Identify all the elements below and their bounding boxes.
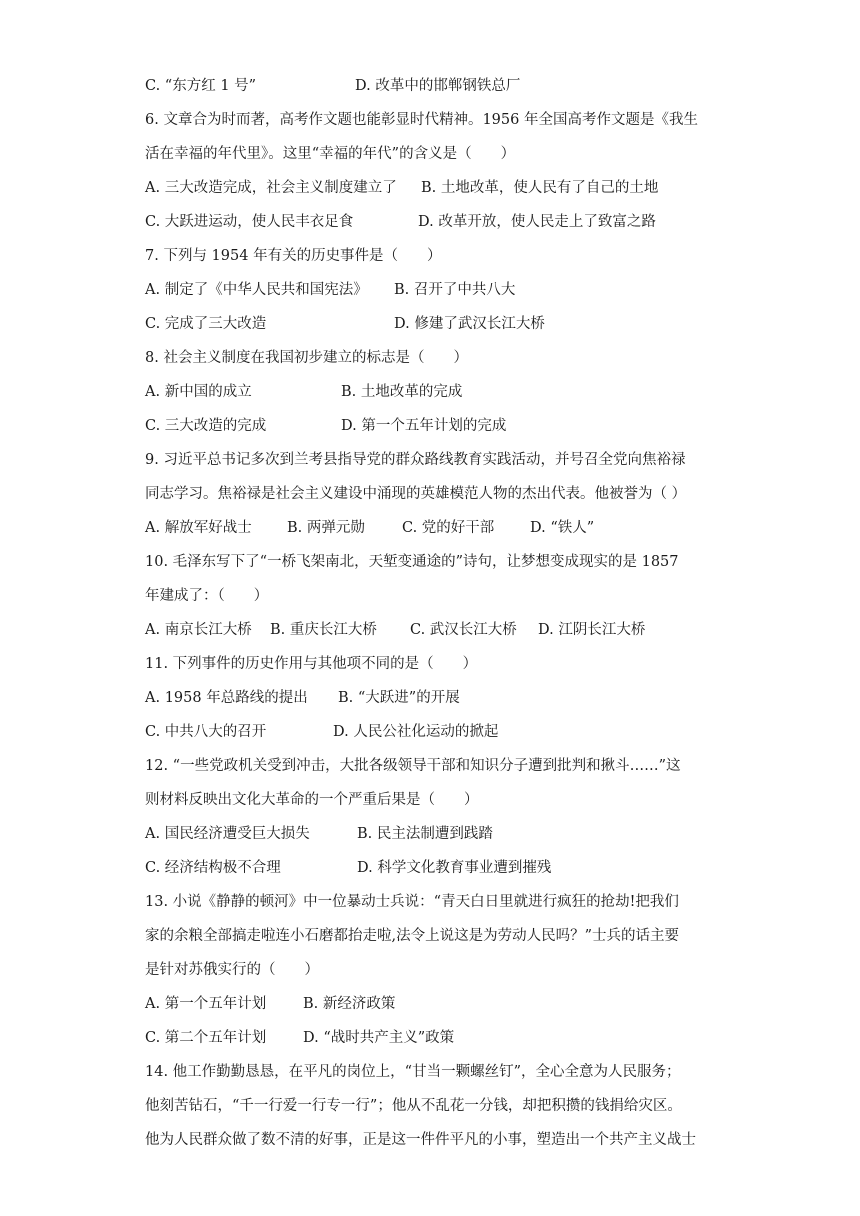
question-text-line: 8. 社会主义制度在我国初步建立的标志是（ ） [145, 350, 468, 366]
answer-option: C. 党的好干部 [402, 520, 495, 536]
question-text-line: 6. 文章合为时而著，高考作文题也能彰显时代精神。1956 年全国高考作文题是《我生 [145, 112, 698, 128]
question-text-line: 9. 习近平总书记多次到兰考县指导党的群众路线教育实践活动，并号召全党向焦裕禄 [145, 452, 686, 468]
answer-option: C. “东方红 1 号” [145, 78, 257, 94]
question-text-line: 7. 下列与 1954 年有关的历史事件是（ ） [145, 248, 442, 264]
answer-option: A. 1958 年总路线的提出 [145, 690, 308, 706]
answer-option: D. 人民公社化运动的掀起 [333, 724, 499, 740]
answer-option: B. 民主法制遭到践踏 [357, 826, 493, 842]
answer-option: A. 新中国的成立 [145, 384, 252, 400]
answer-option: B. 土地改革，使人民有了自己的土地 [421, 180, 659, 196]
question-text-line: 他为人民群众做了数不清的好事，正是这一件件平凡的小事，塑造出一个共产主义战士 [145, 1132, 696, 1148]
answer-option: D. 江阴长江大桥 [538, 622, 646, 638]
answer-option: B. 两弹元勋 [287, 520, 365, 536]
question-text-line: 10. 毛泽东写下了“一桥飞架南北，天堑变通途的”诗句，让梦想变成现实的是 1857 [145, 554, 679, 570]
answer-option: D. “战时共产主义”政策 [303, 1030, 455, 1046]
question-text-line: 则材料反映出文化大革命的一个严重后果是（ ） [145, 792, 479, 808]
question-text-line: 活在幸福的年代里》。这里“幸福的年代”的含义是（ ） [145, 146, 516, 162]
answer-option: A. 制定了《中华人民共和国宪法》 [145, 282, 368, 298]
answer-option: C. 经济结构极不合理 [145, 860, 281, 876]
answer-option: D. 修建了武汉长江大桥 [394, 316, 545, 332]
answer-option: A. 国民经济遭受巨大损失 [145, 826, 310, 842]
question-text-line: 年建成了：（ ） [145, 588, 269, 604]
question-text-line: 是针对苏俄实行的（ ） [145, 962, 319, 978]
answer-option: D. 改革中的邯郸钢铁总厂 [355, 78, 521, 94]
answer-option: B. 召开了中共八大 [394, 282, 516, 298]
answer-option: C. 大跃进运动，使人民丰衣足食 [145, 214, 354, 230]
answer-option: A. 南京长江大桥 [145, 622, 252, 638]
question-text-line: 他刻苦钻石，“千一行爱一行专一行”；他从不乱花一分钱，却把积攒的钱捐给灾区。 [145, 1098, 682, 1114]
answer-option: C. 武汉长江大桥 [410, 622, 517, 638]
answer-option: C. 完成了三大改造 [145, 316, 267, 332]
question-text-line: 同志学习。焦裕禄是社会主义建设中涌现的英雄模范人物的杰出代表。他被誉为（ ） [145, 486, 687, 502]
answer-option: A. 三大改造完成，社会主义制度建立了 [145, 180, 397, 196]
question-text-line: 11. 下列事件的历史作用与其他项不同的是（ ） [145, 656, 478, 672]
answer-option: C. 第二个五年计划 [145, 1030, 267, 1046]
answer-option: C. 三大改造的完成 [145, 418, 267, 434]
answer-option: D. “铁人” [530, 520, 595, 536]
answer-option: B. 土地改革的完成 [341, 384, 463, 400]
answer-option: C. 中共八大的召开 [145, 724, 267, 740]
answer-option: A. 第一个五年计划 [145, 996, 267, 1012]
question-text-line: 13. 小说《静静的顿河》中一位暴动士兵说：“青天白日里就进行疯狂的抢劫!把我们 [145, 894, 679, 910]
question-text-line: 12. “一些党政机关受到冲击，大批各级领导干部和知识分子遭到批判和揪斗……”这 [145, 758, 681, 774]
answer-option: A. 解放军好战士 [145, 520, 252, 536]
answer-option: D. 科学文化教育事业遭到摧残 [357, 860, 552, 876]
question-text-line: 14. 他工作勤勤恳恳，在平凡的岗位上，“甘当一颗螺丝钉”，全心全意为人民服务； [145, 1064, 681, 1080]
answer-option: B. 新经济政策 [303, 996, 396, 1012]
answer-option: D. 改革开放，使人民走上了致富之路 [418, 214, 656, 230]
question-text-line: 家的余粮全部搞走啦连小石磨都抬走啦,法令上说这是为劳动人民吗？”士兵的话主要 [145, 928, 680, 944]
answer-option: D. 第一个五年计划的完成 [341, 418, 507, 434]
answer-option: B. 重庆长江大桥 [270, 622, 377, 638]
answer-option: B. “大跃进”的开展 [338, 690, 460, 706]
